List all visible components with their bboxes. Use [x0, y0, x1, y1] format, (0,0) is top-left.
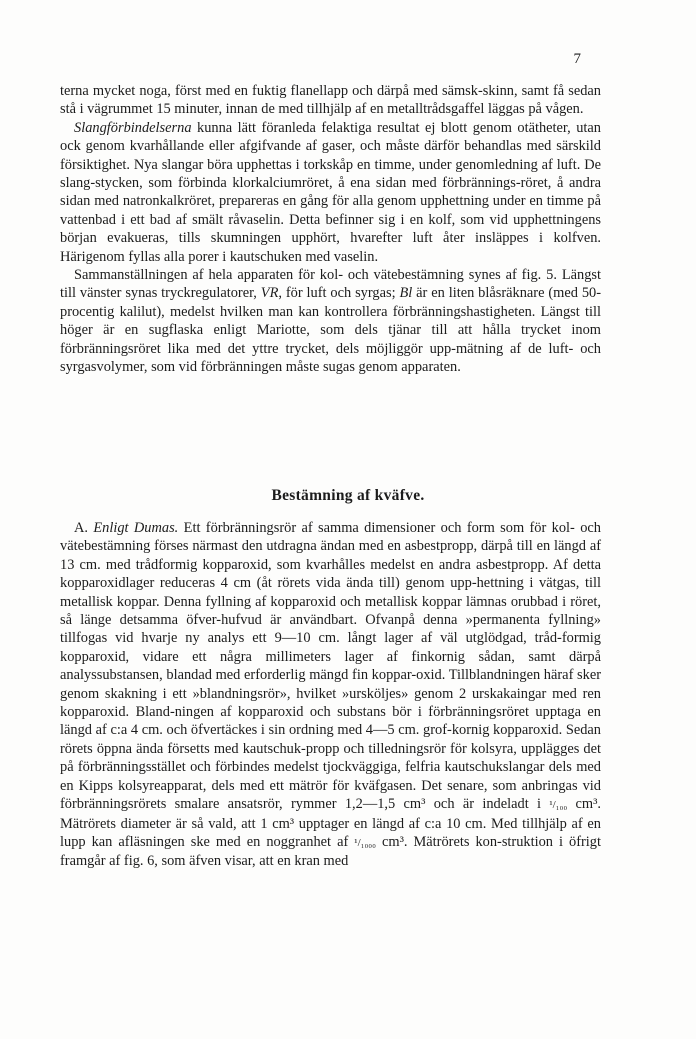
text-run: cm³. Mätrörets kon-struktion i öfrigt framgår af fig. 6, som äfven visar, att en kran med: [60, 833, 601, 870]
page-number: 7: [573, 51, 581, 67]
text-run: kunna lätt föranleda felaktiga resultat ej blott genom otätheter, utan ock genom kvarhållande eller afgifvande af gaser, och måste därför behandlas med särskild försiktighet. Nya slangar böra upphettas i torkskåp en timme, under genomledning af luft. De slang-stycken, som förbinda klorkalciumröret, å ena sidan med förbrännings-röret, å andra sidan med natronkalkröret, prepareras en gång för alla genom upphettning under en timme på vattenbad i ett bad af smält råvaselin. Detta befinner sig i en kolf, som vid upphettningens början evakueras, tills skumningen upphört, hvarefter luft åter insläppes i kolfven. Härigenom fyllas alla porer i kautschuken med vaselin.: [60, 119, 601, 265]
fraction-text: ¹/₁₀₀₀: [354, 836, 376, 849]
text-run: Ett förbränningsrör af samma dimensioner och form som för kol- och vätebestämning förses närmast den utdragna ändan med en asbestpropp, därpå till en längd af 13 cm. med trådformig kopparoxid, som kvarhålles medelst en andra asbestpropp. Af detta kopparoxidlager reduceras 4 cm (åt rörets vida ända till) genom upp-hettning i vätgas, till metallisk koppar. Denna fyllning af kopparoxid och metallisk koppar lämnas orubbad i röret, så länge detsamma öfver-hufvud är användbart. Ofvanpå denna »permanenta fyllning» tillfogas vid hvarje ny analys ett 9—10 cm. långt lager af väl utglödgad, tråd-formig kopparoxid, vidare ett några millimeters lager af finkornig sådan, samt därpå analyssubstansen, blandad med erforderlig mängd fin koppar-oxid. Tillblandningen häraf sker genom skakning i ett »blandningsrör», hvilket »ursköljes» genom 2 urskakaingar med ren kopparoxid. Bland-ningen af kopparoxid och substans bör i förbränningsröret upptaga en längd af c:a 4 cm. och öfvertäckes i sin ordning med 4—5 cm. grof-kornig kopparoxid. Sedan rörets öppna ända försetts med kautschuk-propp och tilledningsrör för kolsyra, upplägges det på förbränningsstället och förbindes medelst tjockväggiga, felfria kautschukslangar dels med en Kipps kolsyreapparat, dels med ett mätrör för kväfgasen. Det senare, som anbringas vid förbränningsrörets smalare ansatsrör, rymmer 1,2—1,5 cm³ och är indeladt i: [60, 520, 601, 813]
text-run: cm³. Mätrörets diameter är så vald, att 1 cm³ upptager en längd af c:a 10 cm. Med tillhjälp af en lupp kan afläsningen ske med en noggranhet af: [60, 796, 601, 850]
italic-text: VR: [260, 285, 279, 302]
text-run: Sammanställningen af hela apparaten för kol- och vätebestämning synes af fig. 5. Längst till vänster synas tryckregulatorer,: [60, 267, 601, 302]
text-run: terna mycket noga, först med en fuktig flanellapp och därpå med sämsk-skinn, samt få sedan stå i vägrummet 15 minuter, innan de med tillhjälp af en metalltrådsgaffel läggas på vågen.: [60, 83, 601, 118]
text-run: är en liten blåsräknare (med 50-procentig kalilut), medelst hvilken man kan kontrollera förbränningshastigheten. Längst till höger är en sugflaska enligt Mariotte, som dels tjänar till att hålla trycket inom förbränningsröret lika med det yttre trycket, dels möjliggör upp-mätning af de luft- och syrgasvolymer, som vid förbränningen måste sugas genom apparaten.: [60, 285, 602, 376]
paragraph: [60, 519, 601, 871]
italic-text: Slangförbindelserna: [74, 119, 192, 136]
fraction-text: ¹/₁₀₀: [549, 799, 568, 812]
italic-text: Bl: [399, 285, 413, 302]
text-run: A.: [74, 520, 94, 536]
section-heading: Bestämning af kväfve.: [271, 487, 425, 504]
paragraph: [60, 82, 601, 119]
paragraph: [60, 119, 601, 266]
paragraph: [60, 266, 601, 376]
text-block-bottom: [60, 519, 601, 871]
text-run: , för luft och syrgas;: [278, 285, 400, 302]
text-block-top: [60, 82, 601, 377]
italic-text: Enligt Dumas.: [93, 520, 179, 536]
